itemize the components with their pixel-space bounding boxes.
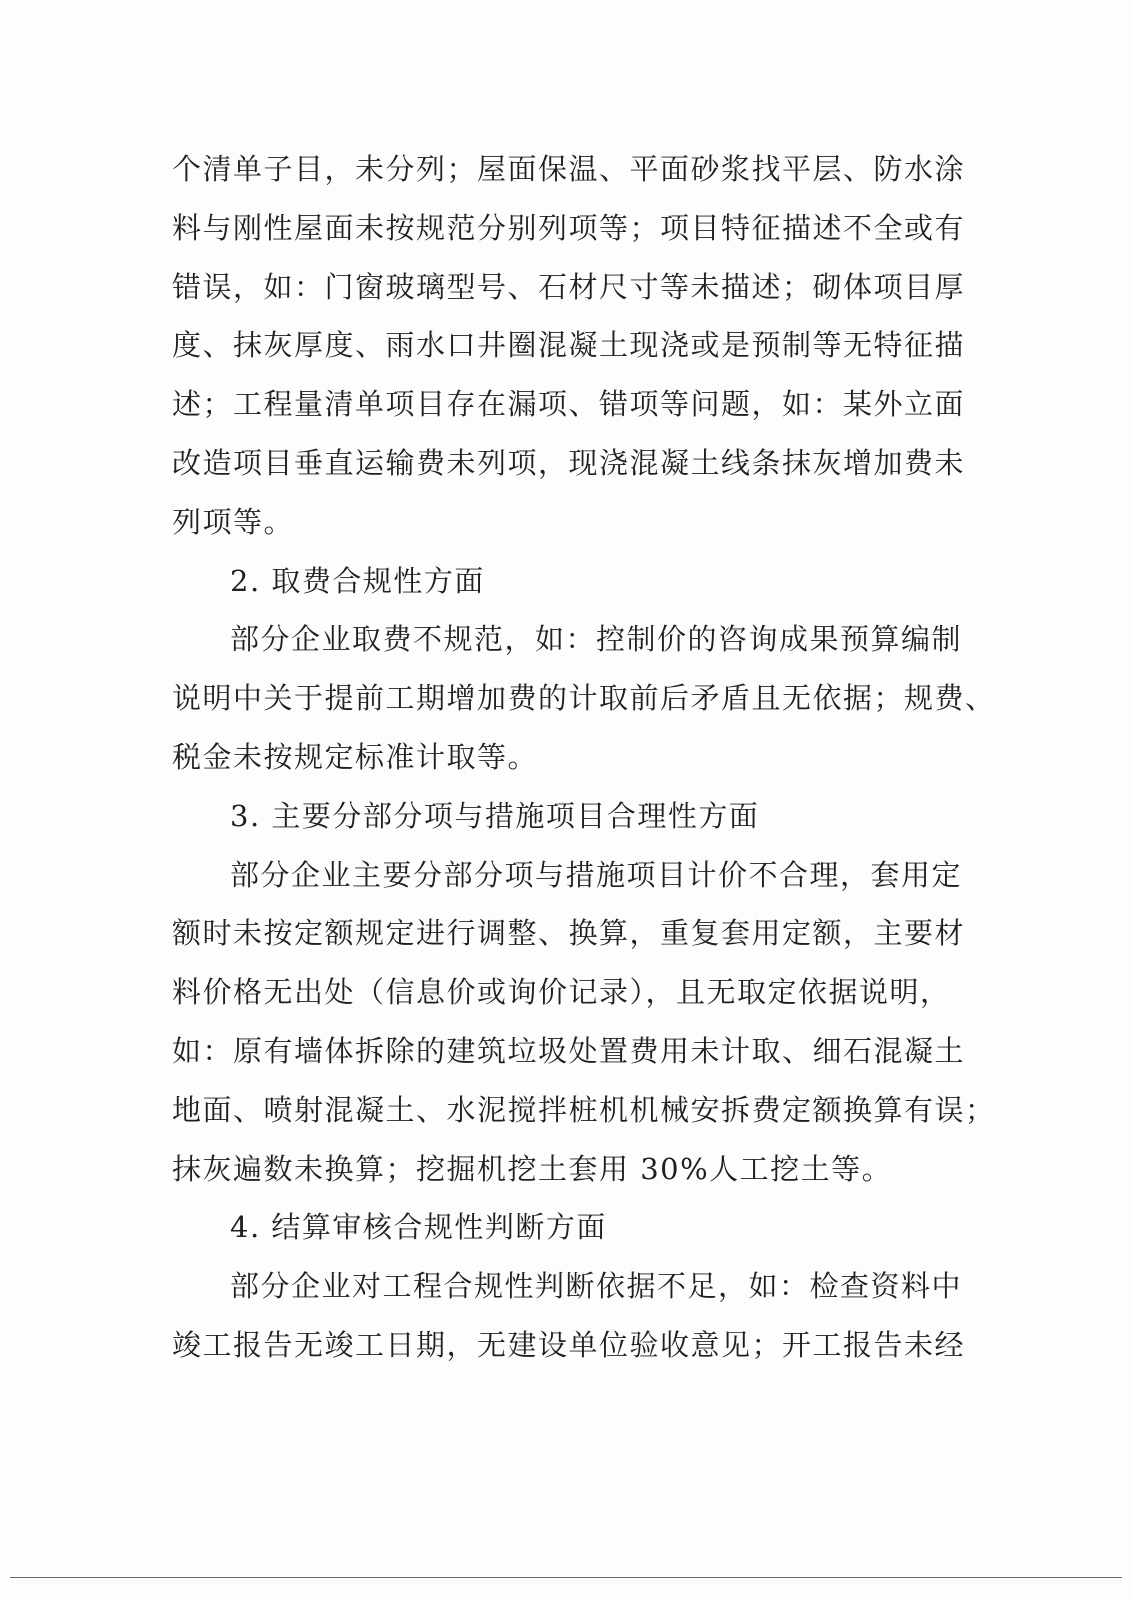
footer-divider	[10, 1577, 1122, 1578]
text-line: 个清单子目，未分列；屋面保温、平面砂浆找平层、防水涂	[172, 152, 966, 186]
paragraph-start: 部分企业对工程合规性判断依据不足，如：检查资料中	[230, 1269, 963, 1304]
text-line: 度、抹灰厚度、雨水口井圈混凝土现浇或是预制等无特征描	[172, 328, 966, 363]
section-heading: 4. 结算审核合规性判断方面	[230, 1210, 607, 1245]
text-line: 错误，如：门窗玻璃型号、石材尺寸等未描述；砌体项目厚	[172, 269, 966, 304]
text-line: 述；工程量清单项目存在漏项、错项等问题，如：某外立面	[172, 387, 966, 422]
text-line: 竣工报告无竣工日期，无建设单位验收意见；开工报告未经	[172, 1327, 966, 1362]
text-line: 税金未按规定标准计取等。	[172, 739, 539, 774]
text-line: 列项等。	[172, 504, 295, 539]
section-heading: 3. 主要分部分项与措施项目合理性方面	[230, 798, 760, 833]
text-line: 料价格无出处（信息价或询价记录），且无取定依据说明，	[172, 975, 951, 1010]
body-text	[172, 140, 996, 1375]
paragraph-start: 部分企业取费不规范，如：控制价的咨询成果预算编制	[230, 622, 963, 657]
paragraph-start: 部分企业主要分部分项与措施项目计价不合理，套用定	[230, 857, 963, 892]
text-line: 如：原有墙体拆除的建筑垃圾处置费用未计取、细石混凝土	[172, 1033, 966, 1068]
text-line: 地面、喷射混凝土、水泥搅拌桩机机械安拆费定额换算有误；	[172, 1092, 996, 1127]
text-line: 料与刚性屋面未按规范分别列项等；项目特征描述不全或有	[172, 210, 966, 245]
text-line: 额时未按定额规定进行调整、换算，重复套用定额，主要材	[172, 916, 966, 951]
section-heading: 2. 取费合规性方面	[230, 563, 485, 598]
text-line: 改造项目垂直运输费未列项，现浇混凝土线条抹灰增加费未	[172, 445, 966, 480]
text-line: 说明中关于提前工期增加费的计取前后矛盾且无依据；规费、	[172, 681, 996, 716]
text-line: 抹灰遍数未换算；挖掘机挖土套用 30%人工挖土等。	[172, 1151, 893, 1186]
